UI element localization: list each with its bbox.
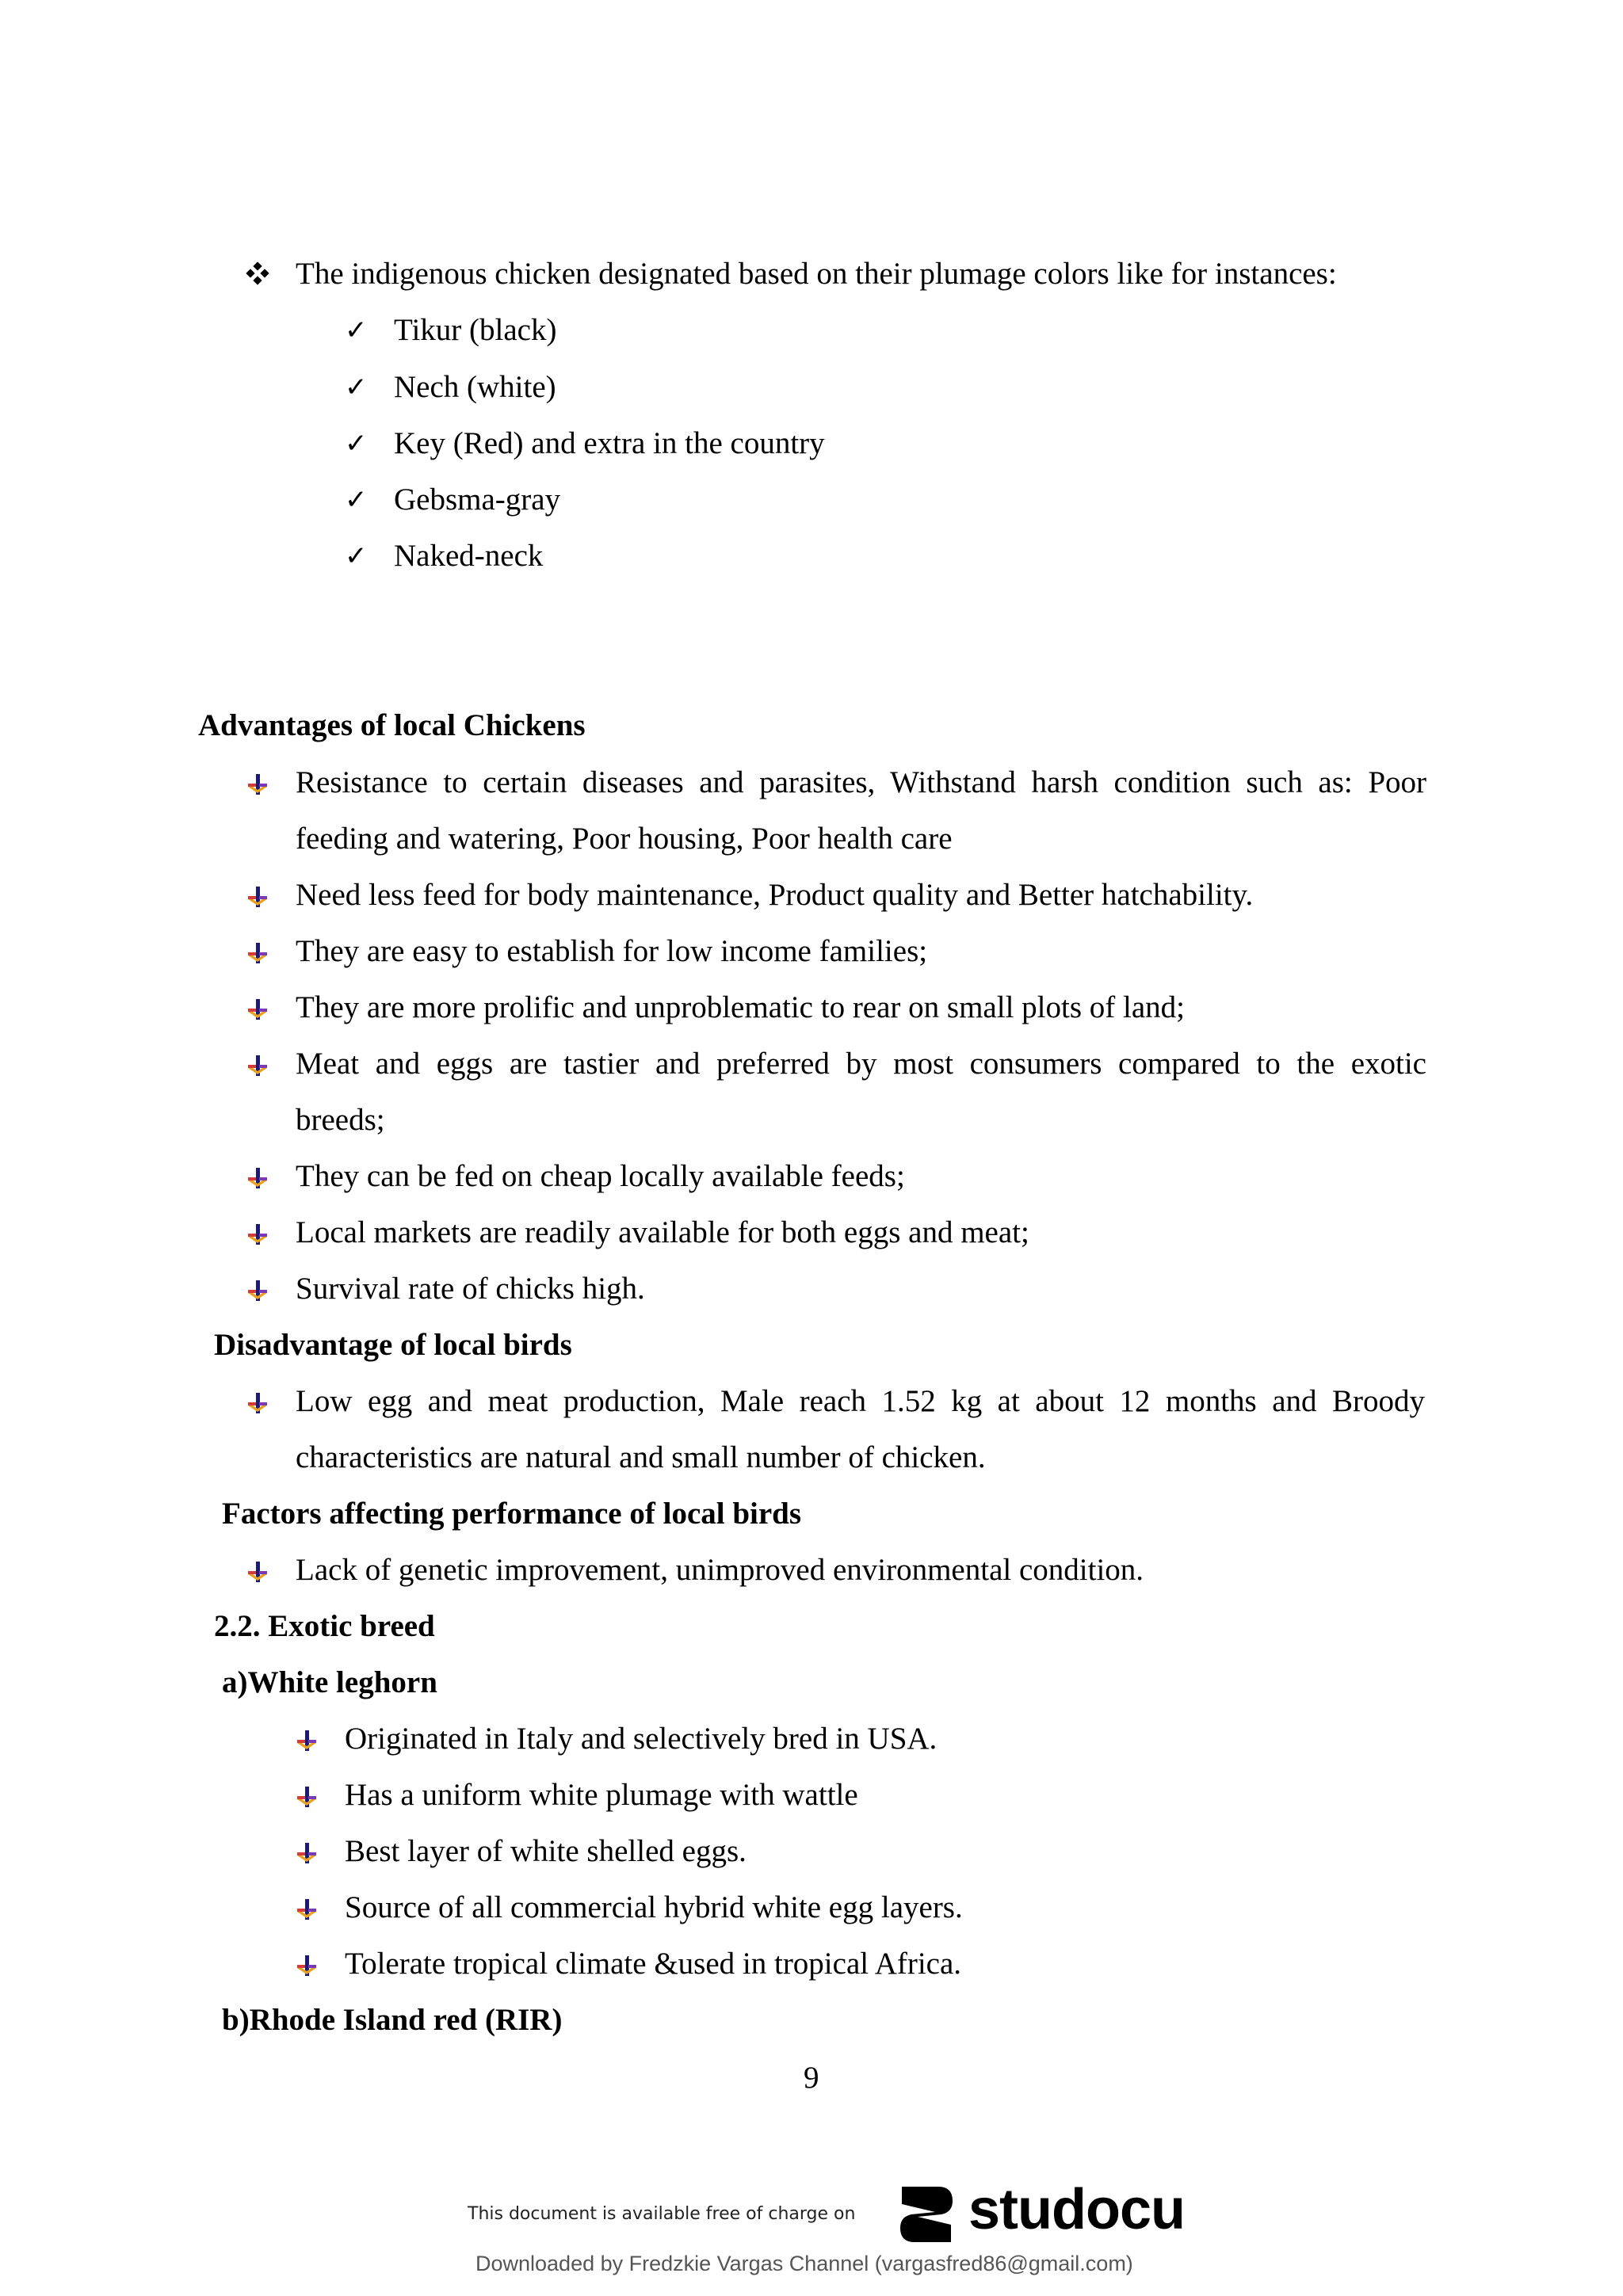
footer-availability-note: This document is available free of charge on (468, 2204, 856, 2224)
advantage-item-1-line-2: feeding and watering, Poor housing, Poor health care (296, 822, 953, 856)
advantage-item-4: They are more prolific and unproblematic to rear on small plots of land; (296, 990, 1185, 1024)
white-leghorn-heading: a)White leghorn (222, 1665, 437, 1699)
diamond-bullet-icon (246, 261, 269, 285)
advantage-item-5-line-2: breeds; (296, 1103, 385, 1137)
color-item: Key (Red) and extra in the country (394, 426, 825, 460)
exotic-breed-heading: 2.2. Exotic breed (214, 1609, 435, 1643)
arrow-bullet-icon (295, 1841, 319, 1865)
studocu-logo-icon (894, 2180, 962, 2248)
arrow-bullet-icon (246, 997, 269, 1021)
factors-heading: Factors affecting performance of local birds (222, 1497, 802, 1531)
disadvantage-heading: Disadvantage of local birds (214, 1328, 572, 1362)
arrow-bullet-icon (295, 1729, 319, 1753)
color-item: Gebsma-gray (394, 482, 561, 517)
white-leghorn-item: Originated in Italy and selectively bred in USA. (345, 1722, 938, 1756)
checkmark-icon: ✓ (345, 315, 368, 346)
arrow-bullet-icon (246, 1166, 269, 1190)
studocu-brand[interactable]: studocu (968, 2178, 1185, 2241)
checkmark-icon: ✓ (345, 540, 368, 572)
arrow-bullet-icon (295, 1954, 319, 1978)
advantage-item-3: They are easy to establish for low income families; (296, 934, 928, 968)
arrow-bullet-icon (246, 1222, 269, 1246)
arrow-bullet-icon (295, 1897, 319, 1921)
advantage-item-2: Need less feed for body maintenance, Product quality and Better hatchability. (296, 878, 1254, 912)
checkmark-icon: ✓ (345, 428, 368, 460)
intro-text: The indigenous chicken designated based on their plumage colors like for instances: (296, 257, 1337, 291)
advantage-item-8: Survival rate of chicks high. (296, 1272, 645, 1306)
white-leghorn-item: Source of all commercial hybrid white egg layers. (345, 1890, 963, 1924)
disadvantage-item-1-line-2: characteristics are natural and small number of chicken. (296, 1440, 986, 1474)
arrow-bullet-icon (246, 1391, 269, 1415)
checkmark-icon: ✓ (345, 484, 368, 516)
advantage-item-5-line-1: Meat and eggs are tastier and preferred by most consumers compared to the exotic (296, 1047, 1426, 1081)
arrow-bullet-icon (246, 1560, 269, 1584)
factors-item-1: Lack of genetic improvement, unimproved environmental condition. (296, 1553, 1144, 1587)
rir-heading: b)Rhode Island red (RIR) (222, 2003, 563, 2037)
advantage-item-1-line-1: Resistance to certain diseases and parasites, Withstand harsh condition such as: Poor (296, 765, 1426, 799)
advantage-item-6: They can be fed on cheap locally available feeds; (296, 1159, 905, 1193)
color-item: Nech (white) (394, 370, 556, 404)
white-leghorn-item: Has a uniform white plumage with wattle (345, 1778, 858, 1812)
disadvantage-item-1-line-1: Low egg and meat production, Male reach 1.52 kg at about 12 months and Broody (296, 1384, 1425, 1418)
footer-downloaded-by: Downloaded by Fredzkie Vargas Channel (vargasfred86@gmail.com) (475, 2252, 1133, 2275)
advantage-item-7: Local markets are readily available for both eggs and meat; (296, 1215, 1029, 1249)
arrow-bullet-icon (246, 772, 269, 796)
color-item: Naked-neck (394, 539, 544, 573)
color-item: Tikur (black) (394, 313, 557, 347)
page-number: 9 (804, 2061, 819, 2095)
arrow-bullet-icon (246, 1054, 269, 1077)
white-leghorn-item: Best layer of white shelled eggs. (345, 1834, 747, 1868)
advantages-heading: Advantages of local Chickens (198, 708, 586, 742)
checkmark-icon: ✓ (345, 372, 368, 403)
arrow-bullet-icon (246, 941, 269, 965)
arrow-bullet-icon (295, 1785, 319, 1809)
arrow-bullet-icon (246, 1279, 269, 1302)
white-leghorn-item: Tolerate tropical climate &used in tropical Africa. (345, 1947, 962, 1981)
arrow-bullet-icon (246, 885, 269, 909)
